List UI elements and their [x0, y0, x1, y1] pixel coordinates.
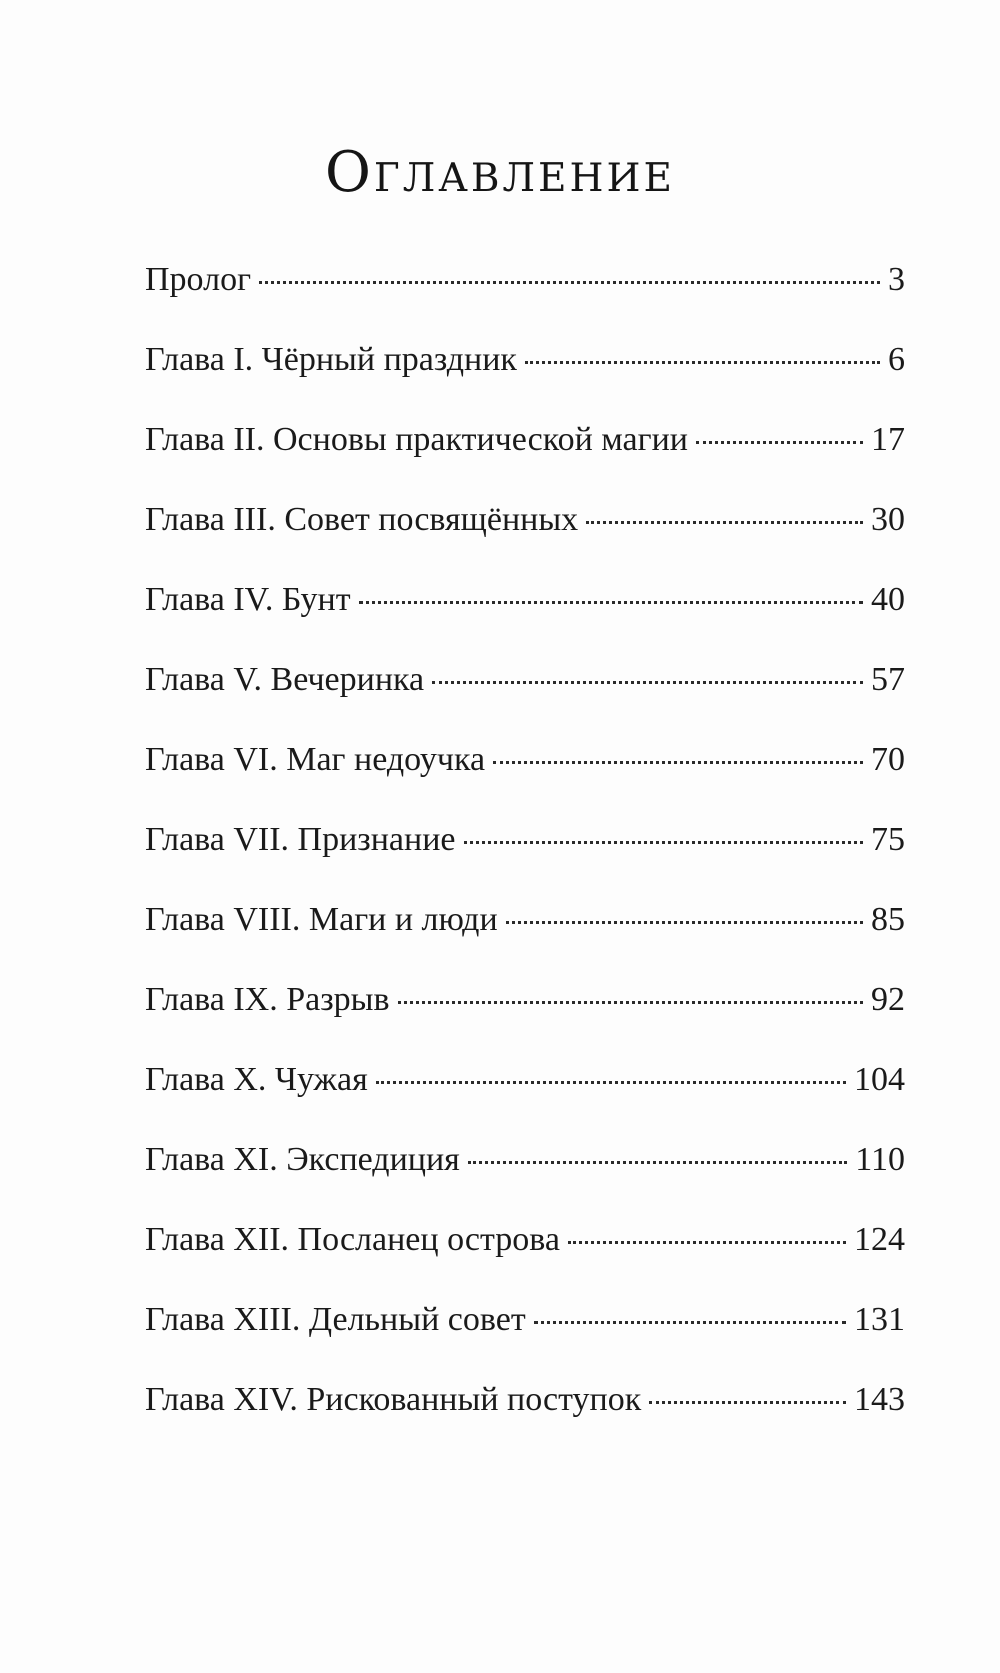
toc-entry-label: Глава V. Вечеринка: [145, 661, 425, 698]
dot-leader: [586, 521, 863, 524]
toc-entry: [145, 898, 905, 978]
toc-entry: [145, 978, 905, 1058]
toc-entry-label: Глава VI. Маг недоучка: [145, 741, 486, 778]
table-of-contents: [145, 258, 905, 1458]
dot-leader: [259, 281, 880, 284]
dot-leader: [464, 841, 864, 844]
toc-entry-page: 3: [888, 261, 905, 298]
toc-entry: [145, 258, 905, 338]
toc-entry-label: Глава XI. Экспедиция: [145, 1141, 460, 1178]
toc-entry-page: 131: [854, 1301, 905, 1338]
dot-leader: [696, 441, 863, 444]
toc-entry: [145, 338, 905, 418]
toc-entry-label: Глава XIII. Дельный совет: [145, 1301, 526, 1338]
page-title: Оглавление: [325, 140, 675, 205]
toc-entry-page: 70: [871, 741, 905, 778]
dot-leader: [359, 601, 863, 604]
toc-entry-label: Глава IX. Разрыв: [145, 981, 390, 1018]
toc-entry-page: 17: [871, 421, 905, 458]
toc-entry: [145, 418, 905, 498]
toc-entry-label: Глава IV. Бунт: [145, 581, 351, 618]
toc-entry-page: 75: [871, 821, 905, 858]
toc-entry-label: Глава XII. Посланец острова: [145, 1221, 560, 1258]
toc-entry-page: 143: [854, 1381, 905, 1418]
toc-entry-page: 104: [854, 1061, 905, 1098]
toc-entry: [145, 1138, 905, 1218]
dot-leader: [525, 361, 880, 364]
toc-entry-page: 57: [871, 661, 905, 698]
dot-leader: [468, 1161, 847, 1164]
toc-entry-label: Глава XIV. Рискованный поступок: [145, 1381, 642, 1418]
toc-entry-label: Глава II. Основы практической магии: [145, 421, 688, 458]
toc-entry-page: 85: [871, 901, 905, 938]
toc-entry-page: 6: [888, 341, 905, 378]
toc-entry: [145, 1378, 905, 1458]
toc-entry-label: Глава I. Чёрный праздник: [145, 341, 517, 378]
toc-entry: [145, 1298, 905, 1378]
toc-entry: [145, 658, 905, 738]
toc-entry-label: Пролог: [145, 261, 252, 298]
dot-leader: [432, 681, 863, 684]
toc-entry: [145, 1218, 905, 1298]
toc-entry-label: Глава X. Чужая: [145, 1061, 368, 1098]
toc-entry: [145, 578, 905, 658]
dot-leader: [534, 1321, 846, 1324]
toc-entry-page: 110: [855, 1141, 905, 1178]
dot-leader: [398, 1001, 863, 1004]
dot-leader: [493, 761, 863, 764]
toc-entry: [145, 818, 905, 898]
toc-entry: [145, 738, 905, 818]
toc-entry-page: 30: [871, 501, 905, 538]
toc-entry-label: Глава III. Совет посвящённых: [145, 501, 579, 538]
dot-leader: [376, 1081, 846, 1084]
dot-leader: [506, 921, 863, 924]
dot-leader: [649, 1401, 846, 1404]
toc-entry-page: 124: [854, 1221, 905, 1258]
toc-entry: [145, 1058, 905, 1138]
toc-entry-label: Глава VII. Признание: [145, 821, 456, 858]
toc-entry-label: Глава VIII. Маги и люди: [145, 901, 498, 938]
toc-entry: [145, 498, 905, 578]
toc-entry-page: 92: [871, 981, 905, 1018]
toc-entry-page: 40: [871, 581, 905, 618]
dot-leader: [568, 1241, 846, 1244]
